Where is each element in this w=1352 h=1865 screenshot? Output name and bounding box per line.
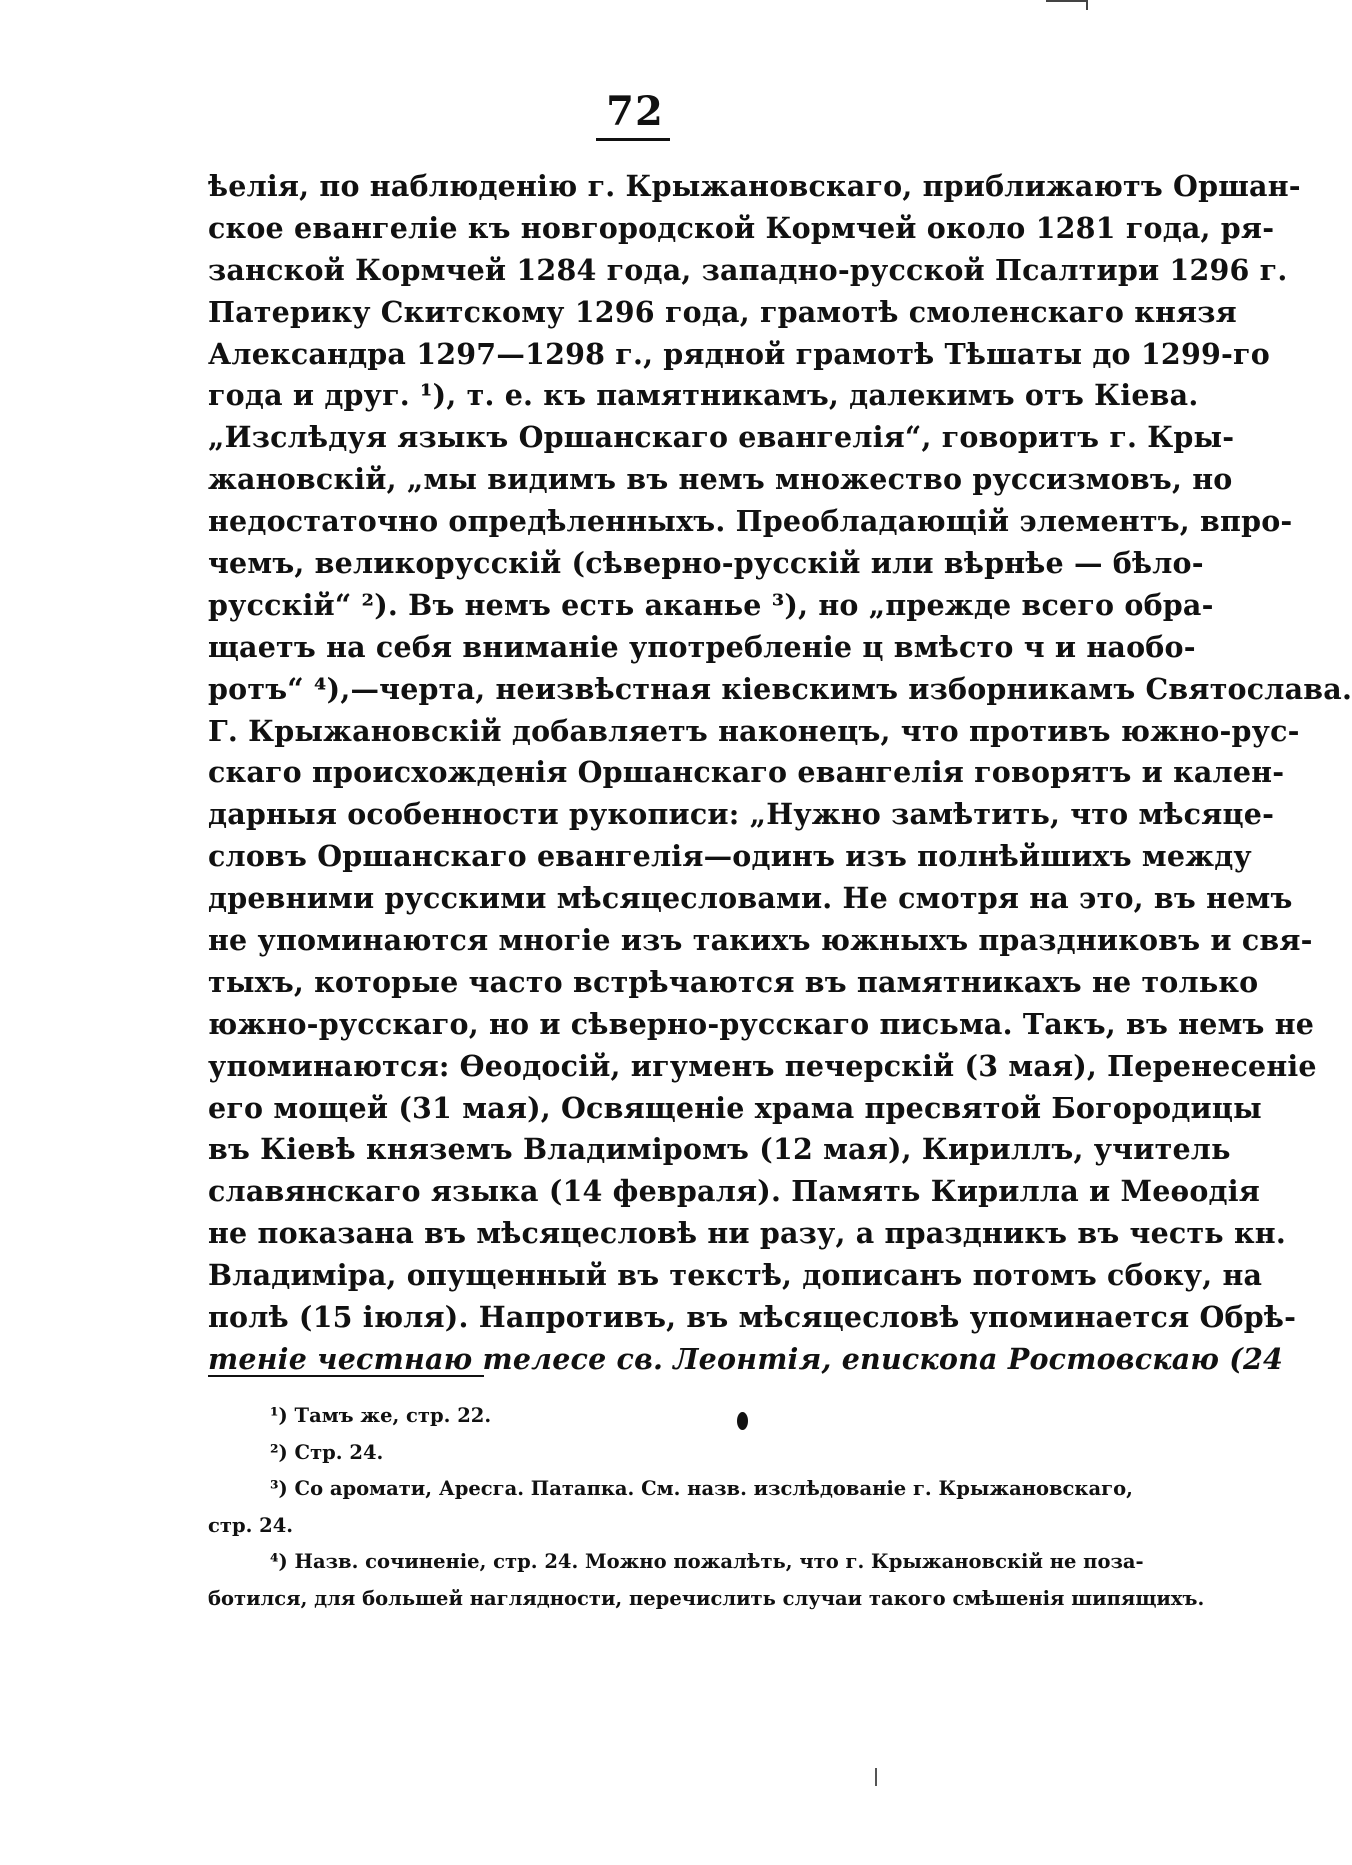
footnote-line: стр. 24. (208, 1513, 294, 1537)
page-number-underline (596, 138, 670, 141)
body-text (208, 166, 1352, 1381)
body-line: не упоминаются многіе изъ такихъ южныхъ праздниковъ и свя- (208, 923, 1313, 958)
footnote-line: ¹) Тамъ же, стр. 22. (270, 1404, 492, 1427)
body-line: Владиміра, опущенный въ текстѣ, дописанъ потомъ сбоку, на (208, 1258, 1263, 1293)
body-line: года и друг. ¹), т. е. къ памятникамъ, далекимъ отъ Кіева. (208, 378, 1199, 413)
footnote-line: ⁴) Назв. сочиненіе, стр. 24. Можно пожалѣть, что г. Крыжановскій не поза- (270, 1550, 1144, 1573)
body-line: не показана въ мѣсяцесловѣ ни разу, а праздникъ въ честь кн. (208, 1216, 1286, 1251)
body-line: недостаточно опредѣленныхъ. Преобладающій элементъ, впро- (208, 504, 1293, 539)
body-line: Г. Крыжановскій добавляетъ наконецъ, что противъ южно-рус- (208, 713, 1300, 748)
footnote-separator (208, 1375, 484, 1377)
body-line: его мощей (31 мая), Освященіе храма пресвятой Богородицы (208, 1090, 1262, 1125)
stray-mark (875, 1768, 877, 1786)
body-line: полѣ (15 іюля). Напротивъ, въ мѣсяцесловѣ упоминается Обрѣ- (208, 1300, 1297, 1335)
footnote-line: ³) Со аромати, Аресга. Патапка. См. назв. изслѣдованіе г. Крыжановскаго, (270, 1477, 1133, 1500)
body-line: въ Кіевѣ княземъ Владиміромъ (12 мая), Кириллъ, учитель (208, 1132, 1231, 1167)
body-line: теніе честнаю телесе св. Леонтія, епископа Ростовскаю (24 (208, 1341, 1284, 1376)
body-line: ротъ“ ⁴),—черта, неизвѣстная кіевскимъ изборникамъ Святослава. (208, 671, 1352, 706)
body-line: занской Кормчей 1284 года, западно-русской Псалтири 1296 г. (208, 252, 1288, 287)
body-line: словъ Оршанскаго евангелія—одинъ изъ полнѣйшихъ между (208, 839, 1252, 874)
body-line: щаетъ на себя вниманіе употребленіе ц вмѣсто ч и наобо- (208, 629, 1196, 664)
body-line: дарныя особенности рукописи: „Нужно замѣтить, что мѣсяце- (208, 797, 1275, 832)
body-line: Патерику Скитскому 1296 года, грамотѣ смоленскаго князя (208, 294, 1237, 329)
body-line: Александра 1297—1298 г., рядной грамотѣ Тѣшаты до 1299-го (208, 336, 1270, 371)
body-line: древними русскими мѣсяцесловами. Не смотря на это, въ немъ (208, 881, 1293, 916)
body-line: „Изслѣдуя языкъ Оршанскаго евангелія“, говоритъ г. Кры- (208, 420, 1235, 455)
body-line: ѣелія, по наблюденію г. Крыжановскаго, приближаютъ Оршан- (208, 169, 1301, 203)
footnote-line: ²) Стр. 24. (270, 1440, 384, 1464)
body-line: чемъ, великорусскій (сѣверно-русскій или вѣрнѣе — бѣло- (208, 546, 1204, 581)
body-line: славянскаго языка (14 февраля). Память Кирилла и Меѳодія (208, 1174, 1261, 1209)
body-line: русскій“ ²). Въ немъ есть аканье ³), но „прежде всего обра- (208, 587, 1214, 622)
footnotes (208, 1398, 1205, 1617)
body-line: упоминаются: Ѳеодосій, игуменъ печерскій (3 мая), Перенесеніе (208, 1048, 1317, 1083)
body-line: южно-русскаго, но и сѣверно-русскаго письма. Такъ, въ немъ не (208, 1006, 1315, 1041)
body-line: тыхъ, которые часто встрѣчаются въ памятникахъ не только (208, 964, 1259, 999)
footnote-line: ботился, для большей наглядности, перечислить случаи такого смѣшенія шипящихъ. (208, 1586, 1205, 1610)
body-line: ское евангеліе къ новгородской Кормчей около 1281 года, ря- (208, 210, 1275, 245)
scan-edge-mark (1046, 0, 1088, 10)
page-number: 72 (606, 88, 664, 135)
body-line: жановскій, „мы видимъ въ немъ множество руссизмовъ, но (208, 462, 1233, 497)
body-line: скаго происхожденія Оршанскаго евангелія говорятъ и кален- (208, 755, 1285, 790)
